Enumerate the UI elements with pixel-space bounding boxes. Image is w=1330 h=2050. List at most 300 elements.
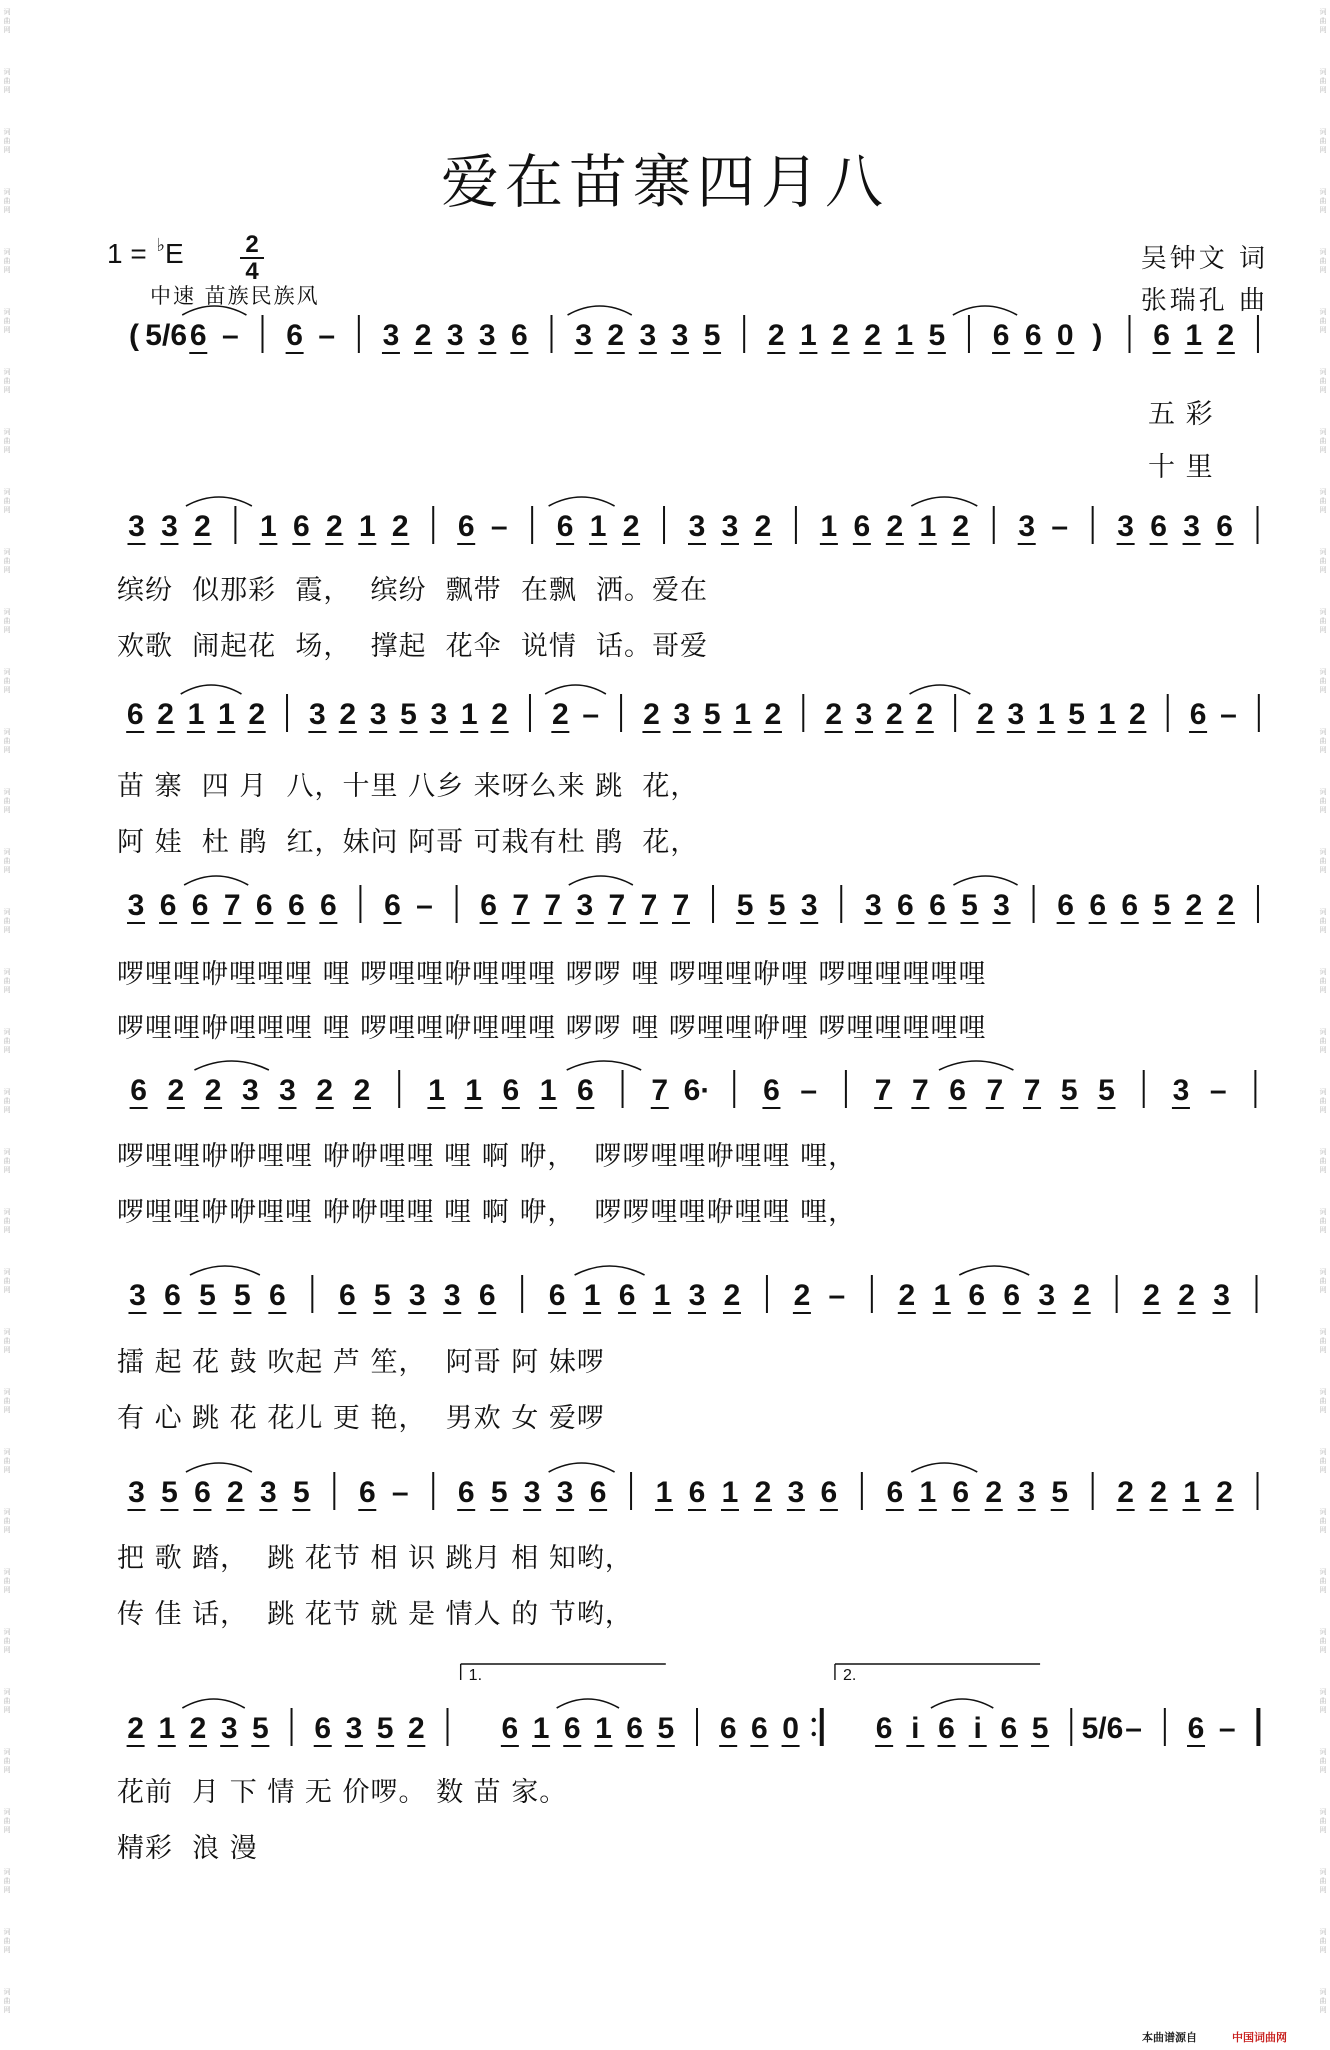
note-symbol: 6 xyxy=(1024,319,1042,352)
note-symbol: 6 xyxy=(938,1712,955,1745)
note-symbol: 6 xyxy=(269,1279,286,1312)
note-symbol: – xyxy=(1051,510,1069,543)
note-symbol: 3 xyxy=(575,319,592,352)
note-symbol: 5 xyxy=(376,1712,394,1745)
watermark-glyph: 曲 xyxy=(1319,1517,1327,1525)
note-symbol: 1 xyxy=(595,1712,612,1745)
watermark-glyph: 词 xyxy=(3,488,11,496)
note-symbol: 5 xyxy=(928,319,946,352)
note-symbol: 1 xyxy=(1098,698,1116,731)
slur-arc xyxy=(953,306,1017,315)
note-symbol: 2 xyxy=(204,1074,222,1107)
watermark-glyph: 词 xyxy=(3,1628,11,1636)
lyric-row3-verse2: 阿 娃 杜 鹃 红，妹问 阿哥 可栽有杜 鹃 花， xyxy=(117,827,699,858)
note-symbol: 2 xyxy=(1217,889,1235,922)
note-symbol: 6· xyxy=(683,1074,711,1107)
watermark-glyph: 曲 xyxy=(3,1817,11,1825)
note-symbol: 6 xyxy=(292,510,310,543)
watermark-glyph: 曲 xyxy=(3,1757,11,1765)
note-symbol: 2 xyxy=(607,319,625,352)
watermark-glyph: 曲 xyxy=(1319,917,1327,925)
note-symbol: 2 xyxy=(339,698,357,731)
note-symbol: 3 xyxy=(478,319,496,352)
watermark-glyph: 网 xyxy=(3,506,11,514)
note-symbol: 6 xyxy=(1121,889,1139,922)
lyric-row7-verse2: 传 佳 话， 跳 花节 就 是 情人 的 节哟， xyxy=(117,1599,633,1630)
watermark-glyph: 词 xyxy=(1319,308,1327,316)
note-symbol: 3 xyxy=(446,319,464,352)
note-symbol: 3 xyxy=(1117,510,1134,543)
note-symbol: 5 xyxy=(490,1476,508,1509)
note-symbol: 5 xyxy=(292,1476,310,1509)
note-symbol: 6 xyxy=(886,1476,904,1509)
lyric-row2-verse2: 欢歌 闹起花 场， 撑起 花伞 说情 话。哥爱 xyxy=(117,631,708,662)
note-symbol: 6 xyxy=(688,1476,706,1509)
watermark-glyph: 网 xyxy=(1319,1226,1327,1234)
watermark-glyph: 网 xyxy=(3,746,11,754)
note-symbol: 2 xyxy=(754,510,772,543)
watermark-glyph: 曲 xyxy=(3,1637,11,1645)
watermark-glyph: 词 xyxy=(3,68,11,76)
note-symbol: 6 xyxy=(194,1476,211,1509)
watermark-glyph: 曲 xyxy=(1319,257,1327,265)
watermark-glyph: 曲 xyxy=(1319,1877,1327,1885)
note-symbol: 6 xyxy=(457,510,475,543)
note-symbol: 3 xyxy=(1018,1476,1036,1509)
note-symbol: 1 xyxy=(721,1476,739,1509)
note-symbol: 3 xyxy=(855,698,873,731)
key-note: E xyxy=(164,238,184,269)
note-symbol: 2 xyxy=(248,698,266,731)
watermark-glyph: 曲 xyxy=(3,677,11,685)
lyric-row4-verse1: 啰哩哩咿哩哩哩 哩 啰哩哩咿哩哩哩 啰啰 哩 啰哩哩咿哩 啰哩哩哩哩哩 xyxy=(117,959,987,990)
watermark-glyph: 曲 xyxy=(1319,1337,1327,1345)
volta-label: 1. xyxy=(468,1667,483,1684)
watermark-glyph: 网 xyxy=(1319,206,1327,214)
note-symbol: 3 xyxy=(523,1476,541,1509)
watermark-glyph: 网 xyxy=(3,1766,11,1774)
note-symbol: i xyxy=(911,1712,920,1745)
watermark-glyph: 曲 xyxy=(1319,377,1327,385)
note-symbol: i xyxy=(973,1712,982,1745)
watermark-glyph: 网 xyxy=(3,1526,11,1534)
source-label: 本曲谱源自 xyxy=(1142,2031,1197,2044)
watermark-glyph: 网 xyxy=(1319,746,1327,754)
watermark-glyph: 曲 xyxy=(1319,737,1327,745)
watermark-glyph: 曲 xyxy=(3,857,11,865)
watermark-glyph: 词 xyxy=(3,1508,11,1516)
note-symbol: 2 xyxy=(985,1476,1003,1509)
watermark-glyph: 网 xyxy=(1319,1166,1327,1174)
note-symbol: 2 xyxy=(793,1279,811,1312)
watermark-glyph: 网 xyxy=(1319,1106,1327,1114)
watermark-glyph: 网 xyxy=(1319,326,1327,334)
watermark-glyph: 词 xyxy=(3,668,11,676)
note-symbol: 3 xyxy=(787,1476,805,1509)
note-symbol: – xyxy=(391,1476,409,1509)
watermark-glyph: 网 xyxy=(3,1826,11,1834)
watermark-glyph: 网 xyxy=(3,1706,11,1714)
note-symbol: 6 xyxy=(1187,1712,1205,1745)
note-symbol: 3 xyxy=(128,510,145,543)
lyric-row2-verse1: 缤纷 似那彩 霞， 缤纷 飘带 在飘 洒。爱在 xyxy=(117,575,708,606)
watermark-glyph: 曲 xyxy=(1319,1697,1327,1705)
note-symbol: – xyxy=(582,698,600,731)
note-symbol: 1 xyxy=(460,698,478,731)
note-symbol: 3 xyxy=(408,1279,426,1312)
watermark-glyph: 曲 xyxy=(1319,1457,1327,1465)
watermark-glyph: 词 xyxy=(3,308,11,316)
note-symbol: 6 xyxy=(1153,319,1170,352)
note-symbol: 1 xyxy=(532,1712,550,1745)
note-symbol: 5 xyxy=(703,319,721,352)
note-symbol: 5 xyxy=(961,889,978,922)
watermark-glyph: 曲 xyxy=(1319,1757,1327,1765)
note-symbol: 6 xyxy=(929,889,946,922)
note-symbol: 2 xyxy=(1216,1476,1233,1509)
watermark-glyph: 网 xyxy=(3,2006,11,2014)
watermark-glyph: 词 xyxy=(1319,1028,1327,1036)
note-symbol: 2 xyxy=(767,319,785,352)
slur-arc xyxy=(569,876,633,885)
note-symbol: – xyxy=(800,1074,818,1107)
note-symbol: 5/6 xyxy=(1081,1712,1124,1745)
note-symbol: 3 xyxy=(443,1279,461,1312)
key-prefix: 1 = xyxy=(107,238,147,269)
slur-arc xyxy=(549,1463,615,1472)
note-symbol: 5 xyxy=(373,1279,391,1312)
note-symbol: 0 xyxy=(1056,319,1074,352)
watermark-glyph: 网 xyxy=(1319,146,1327,154)
note-symbol: 6 xyxy=(286,319,303,352)
note-symbol: 1 xyxy=(933,1279,951,1312)
watermark-glyph: 词 xyxy=(1319,1148,1327,1156)
watermark-glyph: 曲 xyxy=(3,917,11,925)
watermark-glyph: 曲 xyxy=(3,797,11,805)
source-site-link[interactable]: 中国词曲网 xyxy=(1232,2031,1287,2044)
note-symbol: 5 xyxy=(1031,1712,1049,1745)
watermark-glyph: 网 xyxy=(3,1166,11,1174)
note-symbol: 6 xyxy=(480,889,497,922)
note-symbol: 6 xyxy=(719,1712,737,1745)
watermark-glyph: 词 xyxy=(1319,68,1327,76)
watermark-glyph: 词 xyxy=(1319,428,1327,436)
watermark-glyph: 网 xyxy=(1319,1346,1327,1354)
watermark-glyph: 曲 xyxy=(1319,437,1327,445)
watermark-glyph: 词 xyxy=(1319,1628,1327,1636)
watermark-glyph: 曲 xyxy=(3,137,11,145)
note-symbol: 0 xyxy=(782,1712,799,1745)
watermark-glyph: 曲 xyxy=(1319,137,1327,145)
watermark-glyph: 网 xyxy=(1319,986,1327,994)
watermark-glyph: 网 xyxy=(3,1226,11,1234)
note-symbol: 3 xyxy=(688,1279,706,1312)
note-symbol: 3 xyxy=(1213,1279,1230,1312)
note-symbol: 2 xyxy=(1073,1279,1091,1312)
note-symbol: 3 xyxy=(688,510,706,543)
watermark-glyph: 曲 xyxy=(3,1337,11,1345)
note-symbol: 7 xyxy=(874,1074,892,1107)
watermark-glyph: 词 xyxy=(3,1988,11,1996)
note-symbol: 7 xyxy=(1023,1074,1041,1107)
note-symbol: 7 xyxy=(512,889,530,922)
watermark-glyph: 词 xyxy=(3,1448,11,1456)
slur-arc xyxy=(549,497,615,506)
slur-arc xyxy=(953,876,1017,885)
watermark-glyph: 曲 xyxy=(3,1517,11,1525)
watermark-glyph: 词 xyxy=(3,1808,11,1816)
watermark-glyph: 曲 xyxy=(3,1877,11,1885)
watermark-glyph: 曲 xyxy=(3,977,11,985)
note-symbol: 1 xyxy=(653,1279,671,1312)
note-symbol: 7 xyxy=(640,889,658,922)
note-symbol: 6 xyxy=(501,1712,519,1745)
note-symbol: 1 xyxy=(1185,319,1203,352)
note-symbol: 3 xyxy=(800,889,818,922)
note-symbol: 2 xyxy=(825,698,843,731)
watermark-glyph: 词 xyxy=(3,128,11,136)
watermark-glyph: 词 xyxy=(3,788,11,796)
watermark-glyph: 曲 xyxy=(1319,1277,1327,1285)
note-symbol: 3 xyxy=(128,1476,145,1509)
watermark-glyph: 网 xyxy=(1319,266,1327,274)
note-symbol: 1 xyxy=(187,698,205,731)
note-symbol: 5 xyxy=(252,1712,269,1745)
watermark-glyph: 网 xyxy=(1319,386,1327,394)
watermark-glyph: 词 xyxy=(3,1928,11,1936)
note-symbol: 5 xyxy=(1098,1074,1115,1107)
watermark-glyph: 网 xyxy=(1319,566,1327,574)
note-symbol: 2 xyxy=(832,319,849,352)
watermark-glyph: 曲 xyxy=(3,377,11,385)
lyric-row4-verse2: 啰哩哩咿哩哩哩 哩 啰哩哩咿哩哩哩 啰啰 哩 啰哩哩咿哩 啰哩哩哩哩哩 xyxy=(117,1013,987,1044)
note-symbol: 6 xyxy=(502,1074,520,1107)
watermark-glyph: 曲 xyxy=(3,497,11,505)
note-symbol: 6 xyxy=(1003,1279,1021,1312)
note-symbol: 3 xyxy=(161,510,178,543)
lyric-row6-verse2: 有 心 跳 花 花儿 更 艳， 男欢 女 爱啰 xyxy=(117,1403,605,1434)
note-symbol: 2 xyxy=(1217,319,1235,352)
watermark-glyph: 词 xyxy=(1319,788,1327,796)
watermark-glyph: 网 xyxy=(3,1046,11,1054)
note-symbol: 6 xyxy=(1089,889,1107,922)
note-symbol: 3 xyxy=(220,1712,238,1745)
note-symbol: 7 xyxy=(223,889,241,922)
slur-arc xyxy=(182,1699,244,1708)
watermark-glyph: 网 xyxy=(3,1946,11,1954)
note-symbol: 6 xyxy=(191,889,209,922)
watermark-glyph: 曲 xyxy=(1319,317,1327,325)
slur-arc xyxy=(931,1699,993,1708)
note-symbol: 2 xyxy=(1117,1476,1134,1509)
note-symbol: 5 xyxy=(199,1279,216,1312)
composer-credit: 张瑞孔 曲 xyxy=(1140,286,1268,316)
tempo-marking: 中速 苗族民族风 xyxy=(150,284,320,308)
note-symbol: 1 xyxy=(589,510,607,543)
watermark-glyph: 网 xyxy=(1319,2006,1327,2014)
note-symbol: 3 xyxy=(1183,510,1200,543)
watermark-glyph: 词 xyxy=(3,1268,11,1276)
watermark-glyph: 曲 xyxy=(1319,797,1327,805)
note-symbol: 1 xyxy=(1037,698,1055,731)
watermark-glyph: 词 xyxy=(1319,8,1327,16)
note-symbol: 2 xyxy=(1150,1476,1167,1509)
note-symbol: 1 xyxy=(655,1476,673,1509)
note-symbol: 6 xyxy=(618,1279,636,1312)
repeat-dot xyxy=(812,1732,816,1736)
note-symbol: 3 xyxy=(309,698,326,731)
note-symbol: 1 xyxy=(583,1279,601,1312)
note-symbol: 3 xyxy=(369,698,387,731)
watermark-glyph: 网 xyxy=(3,386,11,394)
note-symbol: – xyxy=(1125,1712,1142,1745)
note-symbol: – xyxy=(318,319,336,352)
watermark-glyph: 网 xyxy=(1319,506,1327,514)
note-symbol: 3 xyxy=(1172,1074,1190,1107)
watermark-glyph: 词 xyxy=(3,1568,11,1576)
slur-arc xyxy=(911,1463,977,1472)
watermark-glyph: 词 xyxy=(1319,1508,1327,1516)
slur-arc xyxy=(186,1463,252,1472)
note-symbol: 6 xyxy=(338,1279,356,1312)
watermark-glyph: 曲 xyxy=(1319,1997,1327,2005)
lyric-row1-verse2: 十 里 xyxy=(1148,452,1214,483)
note-symbol: – xyxy=(1218,1712,1236,1745)
watermark-glyph: 词 xyxy=(1319,1748,1327,1756)
note-symbol: 1 xyxy=(734,698,751,731)
watermark-glyph: 曲 xyxy=(3,1097,11,1105)
note-symbol: 6 xyxy=(255,889,273,922)
watermark-glyph: 词 xyxy=(3,1088,11,1096)
note-symbol: 6 xyxy=(548,1279,566,1312)
lyric-row7-verse1: 把 歌 踏， 跳 花节 相 识 跳月 相 知哟， xyxy=(117,1543,633,1574)
slur-arc xyxy=(910,685,971,694)
slur-arc xyxy=(568,306,632,315)
watermark-glyph: 网 xyxy=(3,1886,11,1894)
watermark-glyph: 网 xyxy=(1319,1826,1327,1834)
watermark-glyph: 词 xyxy=(1319,1688,1327,1696)
watermark-glyph: 曲 xyxy=(3,257,11,265)
note-symbol: 6 xyxy=(763,1074,780,1107)
note-symbol: – xyxy=(1209,1074,1227,1107)
watermark-glyph: 词 xyxy=(1319,668,1327,676)
watermark-glyph: 词 xyxy=(1319,1928,1327,1936)
note-symbol: 3 xyxy=(279,1074,296,1107)
watermark-glyph: 词 xyxy=(1319,1088,1327,1096)
slur-arc xyxy=(194,1061,268,1070)
note-symbol: 6 xyxy=(563,1712,581,1745)
lyric-row5-verse1: 啰哩哩咿咿哩哩 咿咿哩哩 哩 啊 咿， 啰啰哩哩咿哩哩 哩， xyxy=(117,1141,857,1172)
watermark-glyph: 网 xyxy=(3,1646,11,1654)
note-symbol: – xyxy=(416,889,433,922)
note-symbol: 6 xyxy=(626,1712,643,1745)
watermark-glyph: 网 xyxy=(3,926,11,934)
watermark-glyph: 曲 xyxy=(3,1457,11,1465)
note-symbol: 2 xyxy=(491,698,508,731)
note-symbol: 5/6 xyxy=(145,319,188,352)
watermark-glyph: 网 xyxy=(1319,1646,1327,1654)
note-symbol: 6 xyxy=(159,889,177,922)
note-symbol: 5 xyxy=(161,1476,178,1509)
watermark-glyph: 词 xyxy=(1319,1568,1327,1576)
watermark-glyph: 曲 xyxy=(3,1217,11,1225)
note-symbol: 1 xyxy=(1183,1476,1200,1509)
note-symbol: 2 xyxy=(723,1279,741,1312)
note-symbol: 5 xyxy=(400,698,417,731)
note-symbol: 3 xyxy=(576,889,594,922)
note-symbol: – xyxy=(828,1279,846,1312)
watermark-glyph: 网 xyxy=(1319,1886,1327,1894)
watermark-glyph: 网 xyxy=(1319,866,1327,874)
note-symbol: 6 xyxy=(1000,1712,1018,1745)
note-symbol: 2 xyxy=(353,1074,371,1107)
slur-arc xyxy=(911,497,977,506)
note-symbol: 6 xyxy=(320,889,337,922)
watermark-glyph: 曲 xyxy=(1319,557,1327,565)
slur-arc xyxy=(182,306,246,315)
watermark-glyph: 网 xyxy=(3,146,11,154)
watermark-glyph: 曲 xyxy=(3,1577,11,1585)
watermark-glyph: 曲 xyxy=(3,197,11,205)
watermark-glyph: 曲 xyxy=(3,77,11,85)
watermark-glyph: 网 xyxy=(1319,686,1327,694)
watermark-glyph: 词 xyxy=(3,1748,11,1756)
slur-arc xyxy=(181,685,242,694)
note-symbol: 6 xyxy=(1216,510,1233,543)
note-symbol: 6 xyxy=(287,889,305,922)
note-symbol: 3 xyxy=(864,889,882,922)
note-symbol: 5 xyxy=(1051,1476,1069,1509)
note-symbol: 6 xyxy=(478,1279,496,1312)
watermark-glyph: 词 xyxy=(1319,1208,1327,1216)
watermark-glyph: 网 xyxy=(1319,626,1327,634)
note-symbol: 2 xyxy=(864,319,881,352)
watermark-glyph: 曲 xyxy=(1319,77,1327,85)
note-symbol: 3 xyxy=(345,1712,363,1745)
note-symbol: 3 xyxy=(993,889,1010,922)
watermark-glyph: 词 xyxy=(1319,728,1327,736)
note-symbol: 1 xyxy=(158,1712,176,1745)
watermark-glyph: 曲 xyxy=(1319,1817,1327,1825)
note-symbol: 2 xyxy=(316,1074,334,1107)
watermark-glyph: 曲 xyxy=(3,557,11,565)
watermark-glyph: 词 xyxy=(1319,908,1327,916)
watermark-glyph: 词 xyxy=(1319,1448,1327,1456)
note-symbol: 6 xyxy=(457,1476,475,1509)
watermark-glyph: 词 xyxy=(3,548,11,556)
watermark-glyph: 词 xyxy=(1319,608,1327,616)
note-symbol: 1 xyxy=(428,1074,445,1107)
watermark-glyph: 词 xyxy=(1319,128,1327,136)
watermark-glyph: 网 xyxy=(1319,1586,1327,1594)
lyric-row8-verse1: 花前 月 下 情 无 价啰。 数 苗 家。 xyxy=(117,1777,568,1808)
watermark-glyph: 曲 xyxy=(1319,1937,1327,1945)
note-symbol: 2 xyxy=(898,1279,916,1312)
watermark-glyph: 网 xyxy=(1319,1946,1327,1954)
note-symbol: 6 xyxy=(126,698,144,731)
slur-arc xyxy=(959,1266,1029,1275)
lyric-row8-verse2: 精彩 浪 漫 xyxy=(117,1833,258,1864)
watermark-glyph: 网 xyxy=(1319,1286,1327,1294)
watermark-glyph: 词 xyxy=(3,8,11,16)
watermark-glyph: 曲 xyxy=(1319,1397,1327,1405)
note-symbol: 2 xyxy=(167,1074,185,1107)
watermark-glyph: 词 xyxy=(1319,188,1327,196)
watermark-glyph: 词 xyxy=(1319,1988,1327,1996)
slur-arc xyxy=(575,1266,645,1275)
watermark-glyph: 词 xyxy=(3,1868,11,1876)
watermark-glyph: 网 xyxy=(3,986,11,994)
